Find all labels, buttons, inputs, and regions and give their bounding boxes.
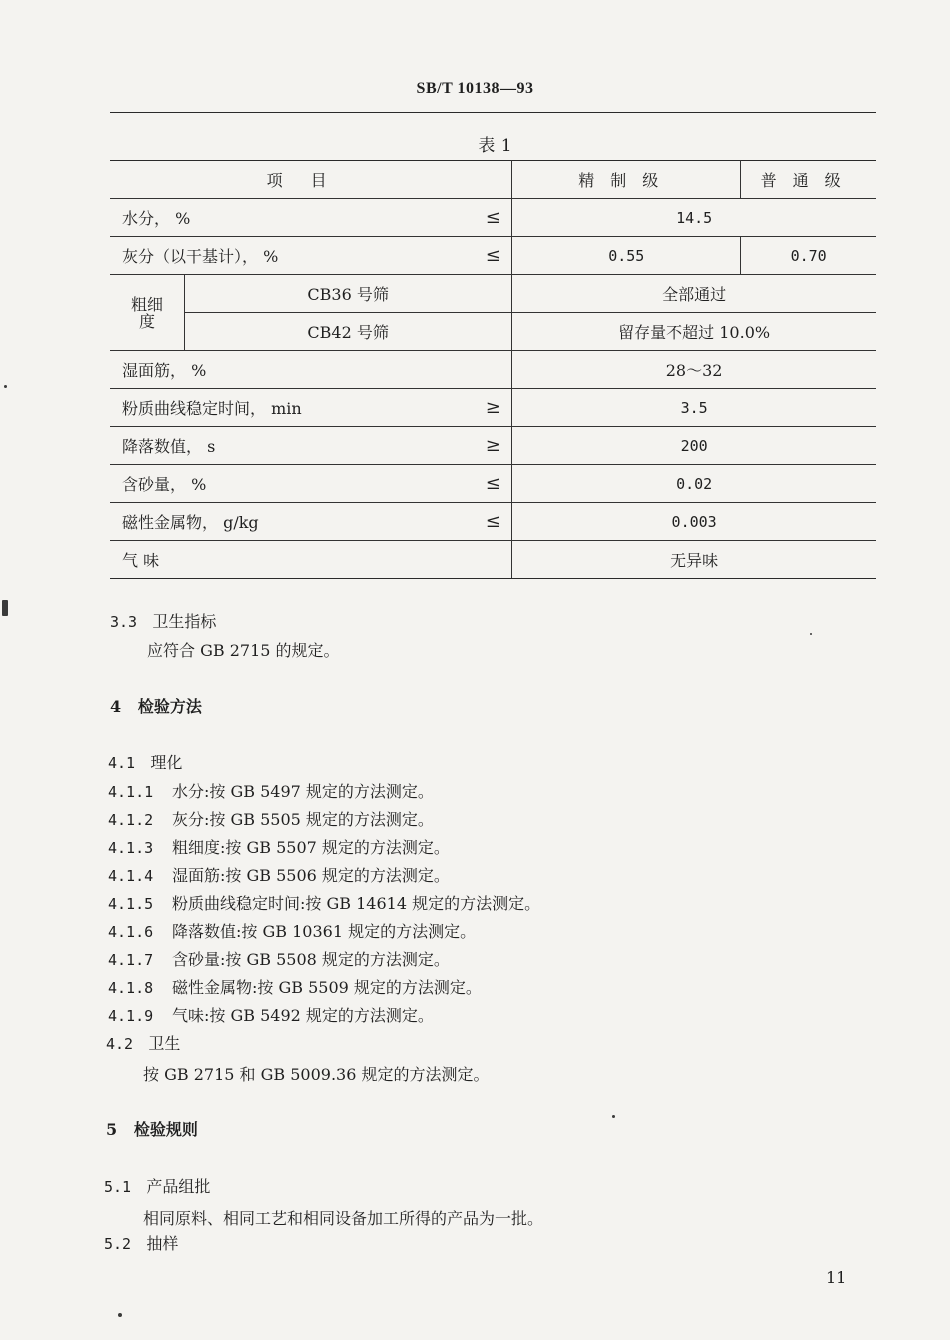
list-item: 4.1.7 含砂量:按 GB 5508 规定的方法测定。	[108, 950, 450, 969]
table-row-stability	[110, 389, 876, 427]
sieve-cb42-label: CB42 号筛	[185, 313, 512, 351]
row-label: 含砂量， %	[110, 465, 475, 503]
row-label: 灰分（以干基计）， %	[110, 237, 475, 275]
row-label: 水分， %	[110, 199, 475, 237]
table-caption: 表 1	[478, 136, 512, 156]
table-row-odor	[110, 541, 876, 579]
row-value: 14.5	[512, 199, 876, 237]
section-5-1-text: 相同原料、相同工艺和相同设备加工所得的产品为一批。	[143, 1209, 544, 1228]
row-value-standard: 0.70	[741, 237, 876, 275]
list-item: 4.1.3 粗细度:按 GB 5507 规定的方法测定。	[108, 838, 450, 857]
column-header-grade-fine: 精制级	[512, 161, 741, 199]
row-symbol: ≤	[475, 465, 512, 503]
table-header-row	[110, 161, 876, 199]
row-value-fine: 0.55	[512, 237, 741, 275]
row-value: 0.003	[512, 503, 876, 541]
quality-spec-table	[110, 160, 876, 579]
header-rule	[110, 112, 876, 113]
column-header-item: 项目	[110, 161, 512, 199]
list-item: 4.1.5 粉质曲线稳定时间:按 GB 14614 规定的方法测定。	[108, 894, 541, 913]
scan-speck	[810, 633, 812, 635]
row-symbol: ≤	[475, 503, 512, 541]
section-5-heading: 5 检验规则	[106, 1120, 198, 1139]
section-4-2-heading: 4.2 卫生	[106, 1034, 181, 1053]
row-value: 0.02	[512, 465, 876, 503]
row-symbol: ≤	[475, 237, 512, 275]
table-row-falling-number	[110, 427, 876, 465]
row-value: 200	[512, 427, 876, 465]
fineness-group-label: 粗细度	[110, 275, 185, 351]
section-4-1-heading: 4.1 理化	[108, 753, 183, 772]
table-row-sand	[110, 465, 876, 503]
sieve-cb36-value: 全部通过	[512, 275, 876, 313]
table-row-fineness-cb36	[110, 275, 876, 313]
list-item: 4.1.2 灰分:按 GB 5505 规定的方法测定。	[108, 810, 434, 829]
row-symbol: ≤	[475, 199, 512, 237]
row-symbol: ≥	[475, 389, 512, 427]
row-symbol: ≥	[475, 427, 512, 465]
row-symbol-empty	[475, 541, 512, 579]
page-number: 11	[826, 1268, 847, 1287]
row-label: 磁性金属物， g/kg	[110, 503, 475, 541]
row-label: 降落数值， s	[110, 427, 475, 465]
sieve-cb36-label: CB36 号筛	[185, 275, 512, 313]
row-value: 无异味	[512, 541, 876, 579]
sieve-cb42-value: 留存量不超过 10.0%	[512, 313, 876, 351]
section-4-2-text: 按 GB 2715 和 GB 5009.36 规定的方法测定。	[143, 1065, 490, 1084]
row-value: 28～32	[512, 351, 876, 389]
scan-speck	[4, 385, 7, 388]
section-3-3-heading: 3.3 卫生指标	[110, 612, 217, 631]
row-label: 粉质曲线稳定时间， min	[110, 389, 475, 427]
list-item: 4.1.6 降落数值:按 GB 10361 规定的方法测定。	[108, 922, 477, 941]
scan-speck	[612, 1115, 615, 1118]
section-5-1-heading: 5.1 产品组批	[104, 1177, 211, 1196]
row-label: 湿面筋， %	[110, 351, 475, 389]
list-item: 4.1.4 湿面筋:按 GB 5506 规定的方法测定。	[108, 866, 450, 885]
scan-mark	[2, 600, 8, 616]
section-3-3-text: 应符合 GB 2715 的规定。	[147, 641, 340, 660]
list-item: 4.1.9 气味:按 GB 5492 规定的方法测定。	[108, 1006, 434, 1025]
table-row-moisture	[110, 199, 876, 237]
row-label: 气 味	[110, 541, 475, 579]
standard-code-header: SB/T 10138—93	[416, 80, 534, 97]
list-item: 4.1.1 水分:按 GB 5497 规定的方法测定。	[108, 782, 434, 801]
scan-speck	[118, 1313, 122, 1317]
table-row-ash	[110, 237, 876, 275]
column-header-grade-standard: 普通级	[741, 161, 876, 199]
table-row-fineness-cb42	[110, 313, 876, 351]
table-row-wet-gluten	[110, 351, 876, 389]
row-value: 3.5	[512, 389, 876, 427]
row-symbol-empty	[475, 351, 512, 389]
section-5-2-heading: 5.2 抽样	[104, 1234, 179, 1253]
list-item: 4.1.8 磁性金属物:按 GB 5509 规定的方法测定。	[108, 978, 482, 997]
table-row-magnetic	[110, 503, 876, 541]
section-4-heading: 4 检验方法	[110, 697, 202, 716]
